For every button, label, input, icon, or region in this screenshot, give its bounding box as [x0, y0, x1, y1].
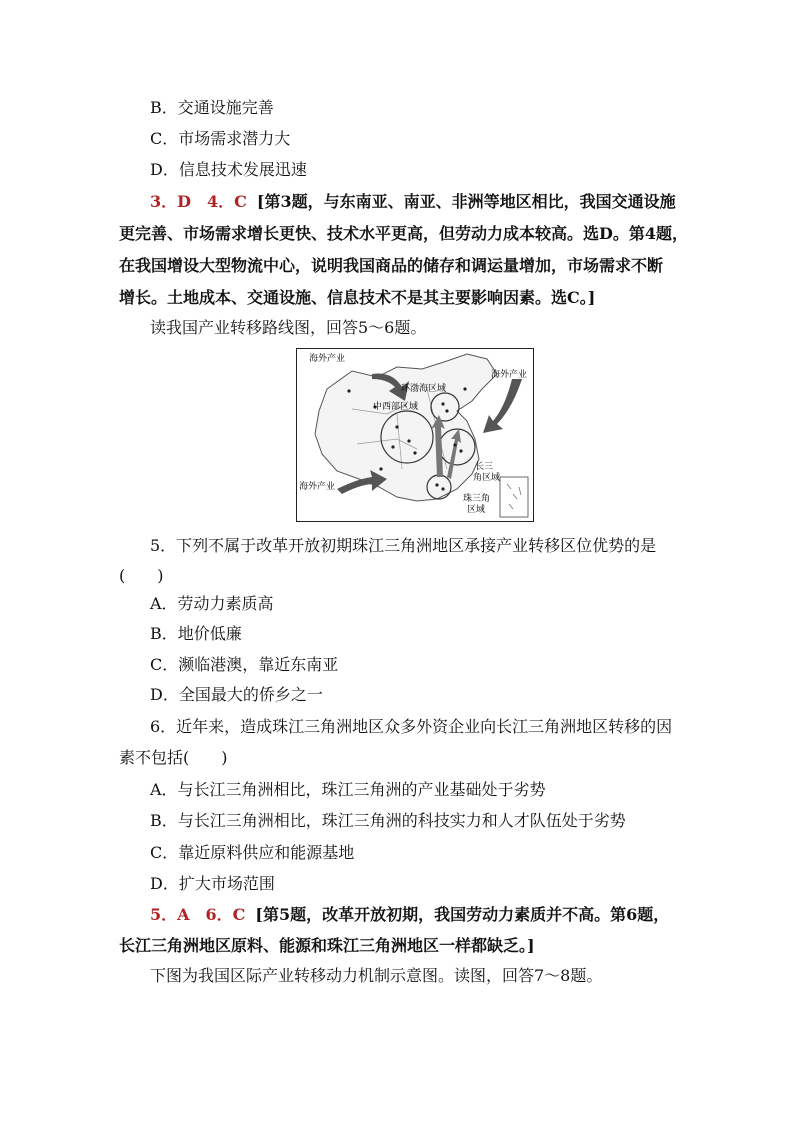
- q5-stem-line1: 5．下列不属于改革开放初期珠江三角洲地区承接产业转移区位优势的是: [150, 536, 657, 555]
- answer-key: 3．D 4．C: [150, 192, 247, 211]
- q6-stem-line1: 6．近年来，造成珠江三角洲地区众多外资企业向长江三角洲地区转移的因: [150, 717, 673, 736]
- label-central-west: 中西部区域: [373, 402, 419, 412]
- answer-5-6: [150, 905, 669, 925]
- label-pearl-2: 区域: [467, 505, 486, 515]
- answer-3-4-line3: 在我国增设大型物流中心，说明我国商品的储存和调运量增加，市场需求不断: [119, 256, 664, 275]
- china-outline: [315, 354, 497, 501]
- q2-option-d: D．信息技术发展迅速: [150, 160, 307, 179]
- q5-option-d: D．全国最大的侨乡之一: [150, 685, 323, 704]
- arrow-ne-icon: [483, 379, 522, 433]
- q6-stem-line2: 素不包括( ): [119, 748, 228, 767]
- q5-stem-line2: ( ): [119, 566, 164, 585]
- intro-5-6: 读我国产业转移路线图，回答5～6题。: [150, 318, 427, 337]
- label-overseas-sw: 海外产业: [299, 482, 336, 492]
- answer-3-4: [150, 192, 676, 212]
- answer-text: [第5题，改革开放初期，我国劳动力素质并不高。第6题，: [255, 905, 670, 924]
- label-bohai: 环渤海区域: [401, 384, 447, 394]
- q2-option-b: B．交通设施完善: [150, 98, 274, 117]
- south-china-sea-inset: [500, 477, 528, 517]
- label-yangtze-2: 角区域: [473, 473, 501, 483]
- answer-3-4-line2: 更完善、市场需求增长更快、技术水平更高，但劳动力成本较高。选D。第4题，: [119, 224, 689, 243]
- label-pearl-1: 珠三角: [463, 494, 491, 504]
- q2-option-c: C．市场需求潜力大: [150, 129, 291, 148]
- answer-5-6-line2: 长江三角洲地区原料、能源和珠江三角洲地区一样都缺乏。]: [119, 936, 535, 955]
- label-yangtze-1: 长三: [475, 462, 494, 472]
- industry-transfer-map: [296, 348, 534, 522]
- q5-option-b: B．地价低廉: [150, 624, 242, 643]
- answer-key: 5．A 6．C: [150, 905, 246, 924]
- label-overseas-nw: 海外产业: [309, 354, 346, 364]
- answer-text: [第3题，与东南亚、南亚、非洲等地区相比，我国交通设施: [256, 192, 676, 211]
- q6-option-d: D．扩大市场范围: [150, 874, 275, 893]
- q6-option-a: A．与长江三角洲相比，珠江三角洲的产业基础处于劣势: [150, 780, 546, 799]
- china-map-figure: [297, 349, 533, 521]
- q5-option-c: C．濒临港澳，靠近东南亚: [150, 655, 339, 674]
- q6-option-b: B．与长江三角洲相比，珠江三角洲的科技实力和人才队伍处于劣势: [150, 811, 626, 830]
- answer-3-4-line4: 增长。土地成本、交通设施、信息技术不是其主要影响因素。选C。]: [119, 288, 596, 307]
- q5-option-a: A．劳动力素质高: [150, 594, 274, 613]
- intro-7-8: 下图为我国区际产业转移动力机制示意图。读图，回答7～8题。: [150, 966, 603, 985]
- q6-option-c: C．靠近原料供应和能源基地: [150, 843, 355, 862]
- label-overseas-ne: 海外产业: [491, 370, 528, 380]
